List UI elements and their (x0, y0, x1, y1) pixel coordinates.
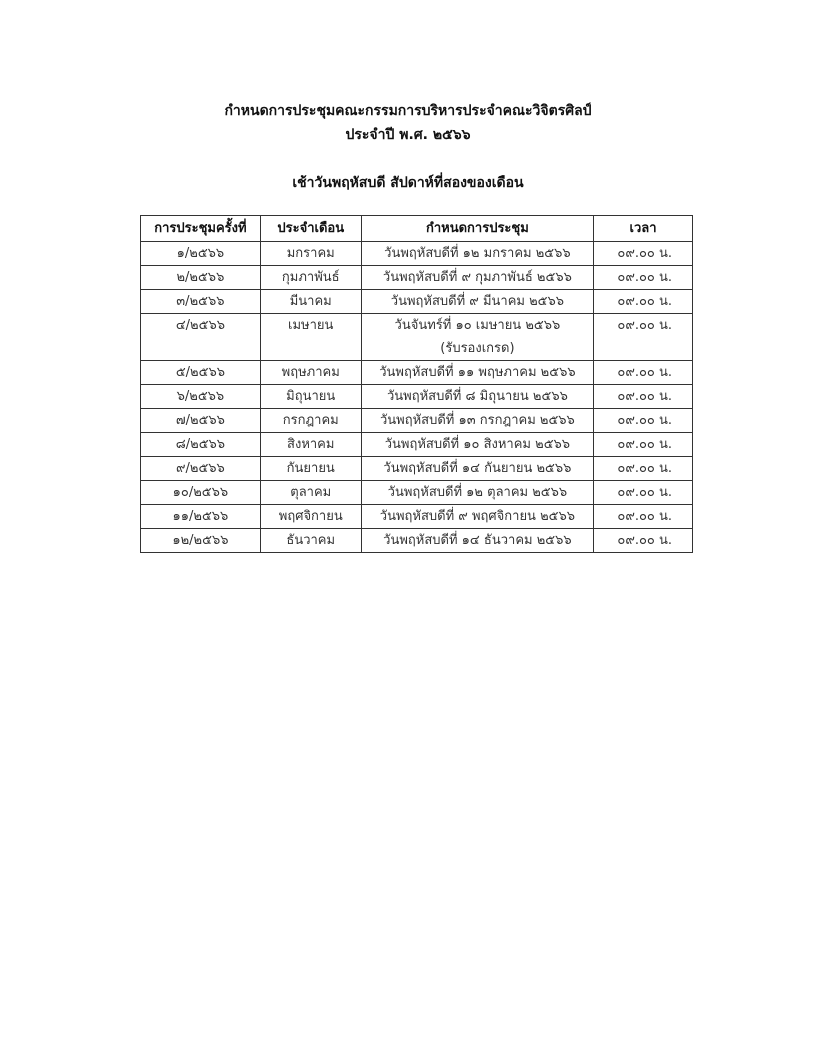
cell-meeting-date (361, 481, 593, 505)
cell-time (594, 385, 693, 409)
cell-meeting-no (141, 457, 261, 481)
table-row (141, 314, 693, 361)
cell-meeting-date-text: วันพฤหัสบดีที่ ๙ กุมภาพันธ์ ๒๕๖๖ (382, 270, 572, 285)
cell-meeting-no (141, 314, 261, 361)
cell-meeting-date (361, 433, 593, 457)
cell-time (594, 505, 693, 529)
cell-meeting-no-text: ๒/๒๕๖๖ (176, 270, 225, 285)
cell-meeting-no-text: ๗/๒๕๖๖ (175, 413, 225, 428)
cell-meeting-date-text: วันพฤหัสบดีที่ ๙ มีนาคม ๒๕๖๖ (390, 294, 565, 309)
cell-month (260, 481, 361, 505)
cell-meeting-date (361, 314, 593, 361)
cell-month-text: กันยายน (286, 461, 335, 476)
table-row (141, 457, 693, 481)
cell-meeting-no-text: ๑๒/๒๕๖๖ (172, 533, 229, 548)
cell-month (260, 242, 361, 266)
document-title: กำหนดการประชุมคณะกรรมการบริหารประจำคณะวิจิตรศิลป์ (224, 103, 592, 119)
table-row (141, 242, 693, 266)
cell-meeting-date (361, 361, 593, 385)
table-row (141, 409, 693, 433)
cell-meeting-date (361, 409, 593, 433)
cell-time (594, 242, 693, 266)
cell-month-text: มกราคม (286, 246, 335, 261)
cell-month-text: ตุลาคม (290, 485, 332, 500)
cell-meeting-no (141, 385, 261, 409)
cell-meeting-date-text: วันพฤหัสบดีที่ ๑๔ ธันวาคม ๒๕๖๖ (383, 533, 572, 548)
cell-meeting-date-text: วันพฤหัสบดีที่ ๑๓ กรกฎาคม ๒๕๖๖ (379, 413, 575, 428)
cell-month (260, 409, 361, 433)
cell-meeting-no-text: ๖/๒๕๖๖ (176, 389, 225, 404)
cell-time (594, 433, 693, 457)
cell-month-text: พฤษภาคม (281, 365, 340, 380)
cell-meeting-no-text: ๙/๒๕๖๖ (175, 461, 225, 476)
meeting-schedule-table (140, 215, 693, 553)
cell-time-text: ๐๙.๐๐ น. (617, 270, 672, 285)
cell-meeting-no (141, 529, 261, 553)
cell-meeting-no (141, 505, 261, 529)
cell-time-text: ๐๙.๐๐ น. (617, 485, 672, 500)
cell-meeting-no-text: ๓/๒๕๖๖ (176, 294, 225, 309)
cell-month-text: กรกฎาคม (282, 413, 339, 428)
cell-meeting-no-text: ๔/๒๕๖๖ (175, 318, 225, 333)
cell-month (260, 505, 361, 529)
cell-month-text: มิถุนายน (286, 389, 336, 404)
table-header-row (141, 216, 693, 242)
document-year: ประจำปี พ.ศ. ๒๕๖๖ (345, 127, 471, 143)
cell-time-text: ๐๙.๐๐ น. (617, 389, 672, 404)
header-month: ประจำเดือน (260, 216, 361, 242)
cell-time-text: ๐๙.๐๐ น. (617, 294, 672, 309)
header-meeting-date: กำหนดการประชุม (361, 216, 593, 242)
cell-meeting-date-text: วันพฤหัสบดีที่ ๘ มิถุนายน ๒๕๖๖ (386, 389, 568, 404)
cell-meeting-date-text: วันพฤหัสบดีที่ ๙ พฤศจิกายน ๒๕๖๖ (379, 509, 575, 524)
table-row (141, 385, 693, 409)
table-row (141, 290, 693, 314)
cell-time-text: ๐๙.๐๐ น. (617, 246, 672, 261)
cell-meeting-no (141, 409, 261, 433)
cell-month-text: สิงหาคม (287, 437, 335, 452)
cell-month (260, 433, 361, 457)
table-row (141, 266, 693, 290)
cell-month (260, 266, 361, 290)
cell-month (260, 385, 361, 409)
meeting-note: (รับรองเกรด) (440, 341, 515, 356)
cell-time-text: ๐๙.๐๐ น. (617, 365, 672, 380)
cell-month-text: เมษายน (288, 318, 334, 333)
cell-meeting-no (141, 242, 261, 266)
header-meeting-no: การประชุมครั้งที่ (141, 216, 261, 242)
cell-time (594, 290, 693, 314)
cell-meeting-no-text: ๘/๒๕๖๖ (175, 437, 226, 452)
cell-month (260, 361, 361, 385)
cell-month-text: พฤศจิกายน (278, 509, 343, 524)
cell-time-text: ๐๙.๐๐ น. (617, 437, 672, 452)
table-row (141, 481, 693, 505)
cell-meeting-date-text: วันพฤหัสบดีที่ ๑๐ สิงหาคม ๒๕๖๖ (384, 437, 571, 452)
cell-meeting-date-text: วันพฤหัสบดีที่ ๑๑ พฤษภาคม ๒๕๖๖ (379, 365, 576, 380)
table-row (141, 505, 693, 529)
cell-month-text: กุมภาพันธ์ (281, 270, 340, 285)
cell-time (594, 481, 693, 505)
cell-meeting-no (141, 266, 261, 290)
table-row (141, 361, 693, 385)
cell-time-text: ๐๙.๐๐ น. (617, 413, 672, 428)
cell-month-text: ธันวาคม (286, 533, 336, 548)
cell-meeting-date (361, 457, 593, 481)
cell-time (594, 314, 693, 361)
cell-time (594, 457, 693, 481)
cell-month (260, 290, 361, 314)
cell-meeting-date (361, 529, 593, 553)
cell-meeting-no (141, 361, 261, 385)
cell-meeting-date (361, 505, 593, 529)
cell-meeting-no (141, 433, 261, 457)
cell-meeting-no-text: ๑๐/๒๕๖๖ (172, 485, 229, 500)
table-row (141, 433, 693, 457)
cell-meeting-date (361, 242, 593, 266)
document-subtitle: เช้าวันพฤหัสบดี สัปดาห์ที่สองของเดือน (292, 175, 524, 191)
cell-meeting-no (141, 290, 261, 314)
cell-meeting-date-text: วันพฤหัสบดีที่ ๑๔ กันยายน ๒๕๖๖ (383, 461, 572, 476)
cell-meeting-date (361, 290, 593, 314)
cell-meeting-no-text: ๑๑/๒๕๖๖ (172, 509, 229, 524)
cell-time-text: ๐๙.๐๐ น. (617, 318, 672, 333)
cell-time-text: ๐๙.๐๐ น. (617, 461, 672, 476)
cell-time (594, 361, 693, 385)
header-time: เวลา (594, 216, 693, 242)
cell-month-text: มีนาคม (289, 294, 332, 309)
cell-meeting-date-text: วันพฤหัสบดีที่ ๑๒ ตุลาคม ๒๕๖๖ (387, 485, 568, 500)
cell-time-text: ๐๙.๐๐ น. (617, 509, 672, 524)
cell-meeting-date-text: วันจันทร์ที่ ๑๐ เมษายน ๒๕๖๖ (394, 318, 561, 333)
cell-meeting-no-text: ๑/๒๕๖๖ (176, 246, 225, 261)
cell-meeting-no-text: ๕/๒๕๖๖ (175, 365, 225, 380)
cell-time (594, 409, 693, 433)
cell-month (260, 529, 361, 553)
table-row (141, 529, 693, 553)
cell-meeting-date (361, 385, 593, 409)
cell-meeting-no (141, 481, 261, 505)
cell-time-text: ๐๙.๐๐ น. (617, 533, 672, 548)
cell-month (260, 457, 361, 481)
cell-time (594, 529, 693, 553)
cell-time (594, 266, 693, 290)
cell-meeting-date (361, 266, 593, 290)
cell-month (260, 314, 361, 361)
cell-meeting-date-text: วันพฤหัสบดีที่ ๑๒ มกราคม ๒๕๖๖ (384, 246, 571, 261)
